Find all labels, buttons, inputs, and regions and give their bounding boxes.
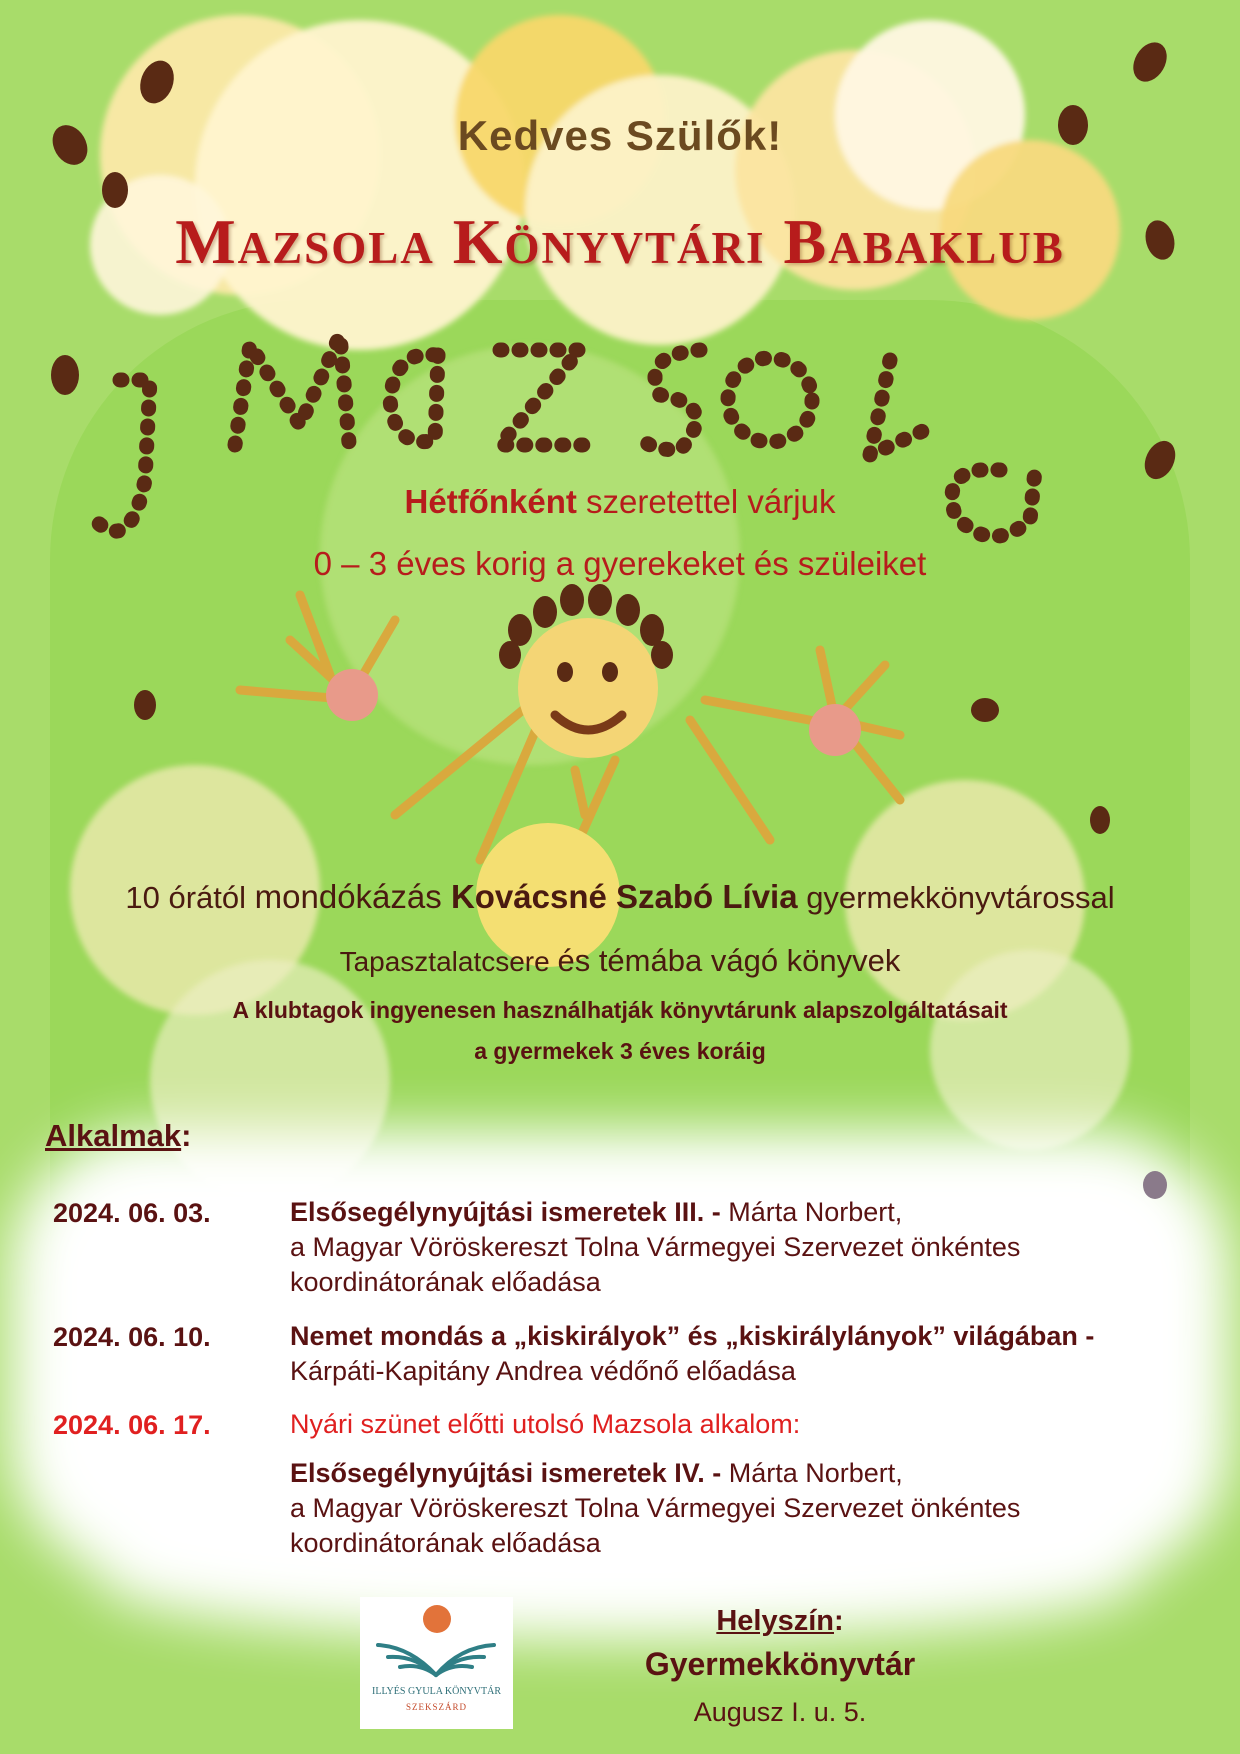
open-book-sun-icon [360,1597,513,1687]
intro-welcome: szeretettel várjuk [576,483,836,520]
library-logo [360,1597,513,1729]
greeting: Kedves Szülők! [457,112,783,159]
program-host-role: gyermekkönyvtárossal [797,880,1115,915]
program-books: és témába vágó könyvek [557,943,901,978]
location-name: Gyermekkönyvtár [644,1646,916,1682]
program-line-1 [0,878,1240,916]
intro-line-2: 0 – 3 éves korig a gyerekeket és szüleiket [313,545,927,582]
session-detail-1: a Magyar Vöröskereszt Tolna Vármegyei Szervezet önkéntes [290,1232,1021,1262]
session-description [290,1407,1190,1442]
session-detail-1: a Magyar Vöröskereszt Tolna Vármegyei Szervezet önkéntes [290,1493,1021,1523]
program-line-2 [0,943,1240,979]
session-title: Nemet mondás a „kiskirályok” és „kiskirálylányok” világában - [290,1321,1095,1351]
location-heading [620,1605,940,1638]
session-date: 2024. 06. 10. [53,1322,211,1352]
program-time: 10 órától [125,880,255,915]
session-description-2 [290,1456,1190,1561]
session-description [290,1195,1190,1300]
session-detail-2: koordinátorának előadása [290,1267,601,1297]
session-detail-2: koordinátorának előadása [290,1528,601,1558]
intro-line-1 [0,483,1240,521]
sessions-heading-text: Alkalmak [45,1118,182,1153]
session-speaker: Márta Norbert, [720,1197,903,1227]
location-heading-colon: : [834,1605,844,1637]
logo-library-name: ILLYÉS GYULA KÖNYVTÁR [372,1686,501,1697]
session-date: 2024. 06. 17. [53,1410,211,1440]
sessions-heading-colon: : [181,1118,192,1153]
page-title: Mazsola Könyvtári Babaklub [175,206,1065,277]
membership-note-1: A klubtagok ingyenesen használhatják könyvtárunk alapszolgáltatásait [232,997,1008,1023]
program-host: Kovácsné Szabó Lívia [450,878,798,915]
session-title: Elsősegélynyújtási ismeretek III. - [290,1197,721,1227]
session-description [290,1319,1190,1389]
session-detail-1: Kárpáti-Kapitány Andrea védőnő előadása [290,1356,796,1386]
intro-weekday: Hétfőnként [404,483,577,520]
session-title: Elsősegélynyújtási ismeretek IV. - [290,1458,722,1488]
location-heading-text: Helyszín [716,1605,834,1637]
logo-city: SZEKSZÁRD [405,1702,467,1712]
location-address: Augusz I. u. 5. [693,1697,867,1727]
session-date: 2024. 06. 03. [53,1198,211,1228]
program-exchange: Tapasztalatcsere [339,946,558,977]
sessions-heading [45,1118,191,1154]
program-activity: mondókázás [254,878,451,915]
session-note: Nyári szünet előtti utolsó Mazsola alkalom: [290,1409,801,1439]
session-speaker: Márta Norbert, [721,1458,903,1488]
membership-note-2: a gyermekek 3 éves koráig [474,1038,766,1064]
